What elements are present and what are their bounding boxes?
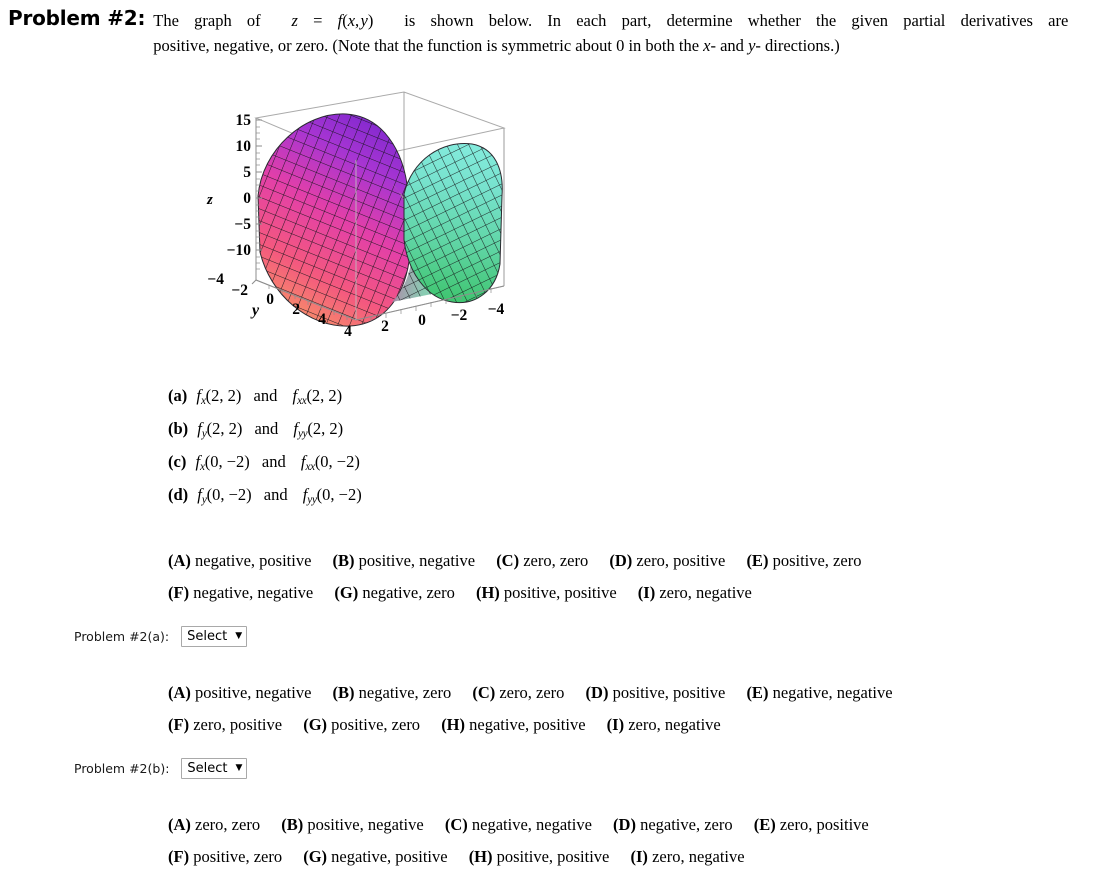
- option-b-C[interactable]: [472, 683, 564, 702]
- option-key: (D): [609, 551, 633, 570]
- problem-2a-select-value: Select: [187, 629, 228, 644]
- svg-text:5: 5: [243, 164, 251, 181]
- option-c-A[interactable]: [168, 815, 260, 834]
- option-value: negative, negative: [193, 583, 314, 602]
- problem-2b-label: Problem #2(b):: [74, 761, 170, 776]
- question-a-options: [168, 545, 861, 609]
- svg-text:2: 2: [381, 318, 389, 335]
- chevron-down-icon: ▼: [235, 763, 243, 773]
- question-b-options-line-2: [168, 709, 893, 741]
- option-value: negative, zero: [362, 583, 455, 602]
- arguments: (0, −2): [206, 485, 252, 505]
- option-key: (E): [753, 815, 776, 834]
- part-row-c: [168, 448, 588, 481]
- svg-text:15: 15: [235, 112, 251, 129]
- option-key: (C): [496, 551, 520, 570]
- option-key: (G): [334, 583, 359, 602]
- option-value: negative, positive: [331, 847, 448, 866]
- surface-plot: [196, 88, 516, 340]
- option-b-F[interactable]: [168, 715, 282, 734]
- part-row-b: [168, 415, 588, 448]
- option-value: positive, positive: [612, 683, 726, 702]
- option-key: (H): [468, 847, 493, 866]
- subscript: x: [200, 395, 206, 408]
- option-key: (H): [441, 715, 466, 734]
- problem-2b-select-value: Select: [187, 761, 228, 776]
- arguments: (2, 2): [306, 386, 343, 405]
- option-c-D[interactable]: [613, 815, 733, 834]
- part-a-second-derivative: [287, 386, 343, 408]
- option-key: (A): [168, 683, 191, 702]
- svg-text:−2: −2: [231, 282, 248, 299]
- question-a-options-line-1: [168, 545, 861, 577]
- option-c-C[interactable]: [445, 815, 592, 834]
- chevron-down-icon: ▼: [235, 631, 243, 641]
- z-axis-label: z: [207, 192, 213, 208]
- arguments: (2, 2): [205, 386, 242, 405]
- f-symbol: f: [300, 452, 306, 472]
- option-value: zero, negative: [659, 583, 752, 602]
- subscript: y: [201, 494, 207, 507]
- option-b-E[interactable]: [746, 683, 892, 702]
- svg-text:4: 4: [318, 311, 326, 328]
- option-key: (I): [606, 715, 625, 734]
- option-key: (I): [637, 583, 656, 602]
- problem-2a-select[interactable]: [181, 626, 247, 647]
- option-value: negative, zero: [358, 683, 452, 702]
- option-value: positive, zero: [331, 715, 421, 734]
- svg-text:0: 0: [243, 190, 251, 207]
- option-b-G[interactable]: [303, 715, 420, 734]
- option-key: (B): [332, 551, 355, 570]
- f-symbol: f: [196, 386, 201, 405]
- and-word-d: and: [263, 485, 288, 505]
- option-key: (C): [444, 815, 468, 834]
- part-d-second-derivative: [298, 485, 362, 507]
- question-b-options: [168, 677, 893, 741]
- part-b-first-derivative: [192, 419, 243, 441]
- parts-list: [168, 382, 588, 515]
- question-b-options-line-1: [168, 677, 893, 709]
- option-value: negative, zero: [640, 815, 733, 834]
- option-a-H[interactable]: [476, 583, 617, 602]
- f-symbol: f: [302, 485, 308, 505]
- svg-text:4: 4: [344, 323, 352, 340]
- f-symbol: f: [197, 485, 202, 505]
- arguments: (2, 2): [206, 419, 243, 439]
- problem-2b-select[interactable]: [181, 758, 247, 779]
- option-value: negative, negative: [471, 815, 592, 834]
- option-a-D[interactable]: [609, 551, 725, 570]
- part-c-first-derivative: [190, 452, 250, 474]
- question-c-options: [168, 809, 869, 873]
- option-value: zero, negative: [652, 847, 745, 866]
- option-value: positive, zero: [772, 551, 862, 570]
- part-b-second-derivative: [288, 419, 344, 441]
- subscript: yy: [298, 428, 308, 441]
- option-b-I[interactable]: [607, 715, 721, 734]
- option-value: negative, negative: [772, 683, 893, 702]
- subscript: x: [200, 461, 205, 474]
- option-b-B[interactable]: [333, 683, 452, 702]
- problem-2b-answer-row: [74, 758, 247, 779]
- option-value: positive, positive: [496, 847, 610, 866]
- problem-2a-label: Problem #2(a):: [74, 629, 170, 644]
- part-tag-c: (c): [168, 452, 187, 472]
- option-key: (F): [168, 715, 190, 734]
- option-value: positive, positive: [503, 583, 617, 602]
- f-symbol: f: [195, 452, 201, 472]
- svg-text:−5: −5: [234, 216, 251, 233]
- svg-text:10: 10: [235, 138, 251, 155]
- part-tag-a: (a): [168, 386, 188, 405]
- part-row-a: [168, 382, 588, 415]
- subscript: yy: [307, 494, 317, 507]
- surface-plot-svg: [196, 88, 516, 340]
- part-c-second-derivative: [296, 452, 360, 474]
- option-a-E[interactable]: [746, 551, 861, 570]
- arguments: (0, −2): [204, 452, 250, 472]
- part-row-d: [168, 481, 588, 514]
- option-key: (D): [613, 815, 636, 834]
- f-symbol: f: [293, 419, 298, 439]
- option-c-B[interactable]: [281, 815, 424, 834]
- option-c-F[interactable]: [168, 847, 282, 866]
- option-key: (G): [303, 847, 328, 866]
- subscript: xx: [305, 461, 315, 474]
- option-key: (F): [168, 847, 190, 866]
- question-c-options-line-2: [168, 841, 869, 873]
- option-value: negative, positive: [195, 551, 312, 570]
- svg-text:0: 0: [266, 291, 274, 308]
- f-symbol: f: [197, 419, 202, 439]
- option-key: (A): [168, 815, 191, 834]
- option-c-E[interactable]: [754, 815, 869, 834]
- option-value: positive, negative: [358, 551, 476, 570]
- option-key: (H): [475, 583, 500, 602]
- option-value: zero, positive: [779, 815, 869, 834]
- option-b-H[interactable]: [441, 715, 585, 734]
- option-key: (B): [281, 815, 304, 834]
- option-key: (E): [746, 551, 769, 570]
- option-key: (I): [630, 847, 648, 866]
- problem-statement-line-2: positive, negative, or zero. (Note that the function is symmetric about 0 in both the x- and y- directions.): [153, 36, 840, 55]
- svg-text:−2: −2: [450, 307, 468, 324]
- option-c-G[interactable]: [303, 847, 447, 866]
- f-symbol: f: [292, 386, 298, 405]
- part-tag-d: (d): [168, 485, 189, 505]
- option-key: (G): [303, 715, 328, 734]
- option-a-A[interactable]: [168, 551, 311, 570]
- svg-text:−4: −4: [207, 271, 224, 288]
- problem-header: [8, 6, 1093, 58]
- and-word-a: and: [253, 386, 278, 405]
- option-value: zero, zero: [195, 815, 261, 834]
- z-axis-tick-labels: [227, 112, 252, 259]
- option-value: zero, zero: [499, 683, 565, 702]
- arguments: (0, −2): [316, 485, 362, 505]
- arguments: (0, −2): [314, 452, 360, 472]
- question-c-options-line-1: [168, 809, 869, 841]
- option-value: negative, positive: [469, 715, 586, 734]
- option-b-D[interactable]: [586, 683, 726, 702]
- option-key: (E): [746, 683, 769, 702]
- option-value: positive, negative: [195, 683, 312, 702]
- part-a-first-derivative: [191, 386, 242, 408]
- arguments: (2, 2): [307, 419, 344, 439]
- option-key: (D): [585, 683, 609, 702]
- subscript: y: [201, 428, 207, 441]
- option-value: positive, zero: [193, 847, 283, 866]
- svg-text:−10: −10: [226, 242, 251, 259]
- option-a-C[interactable]: [496, 551, 588, 570]
- part-d-first-derivative: [192, 485, 252, 507]
- option-value: zero, positive: [636, 551, 726, 570]
- option-b-A[interactable]: [168, 683, 311, 702]
- problem-statement-line-1: The graph of z = f(x, y) is shown below. In each part, determine whether the given partial derivatives are: [153, 11, 1069, 30]
- y-axis-label: y: [252, 302, 260, 319]
- option-c-H[interactable]: [469, 847, 610, 866]
- option-a-I[interactable]: [638, 583, 752, 602]
- svg-text:0: 0: [418, 312, 426, 329]
- svg-text:−4: −4: [487, 301, 505, 318]
- option-key: (A): [168, 551, 191, 570]
- part-tag-b: (b): [168, 419, 189, 439]
- option-a-G[interactable]: [334, 583, 454, 602]
- and-word-c: and: [261, 452, 286, 472]
- option-key: (C): [472, 683, 496, 702]
- option-a-F[interactable]: [168, 583, 313, 602]
- option-value: zero, negative: [628, 715, 721, 734]
- option-a-B[interactable]: [333, 551, 476, 570]
- svg-text:2: 2: [292, 301, 300, 318]
- problem-number-label: Problem #2:: [8, 6, 146, 30]
- option-value: positive, negative: [307, 815, 424, 834]
- problem-2a-answer-row: [74, 626, 247, 647]
- question-a-options-line-2: [168, 577, 861, 609]
- option-key: (F): [168, 583, 190, 602]
- option-value: zero, positive: [193, 715, 283, 734]
- option-value: zero, zero: [523, 551, 589, 570]
- option-key: (B): [332, 683, 355, 702]
- option-c-I[interactable]: [631, 847, 745, 866]
- problem-statement: [153, 6, 1068, 58]
- and-word-b: and: [254, 419, 279, 439]
- subscript: xx: [297, 395, 307, 408]
